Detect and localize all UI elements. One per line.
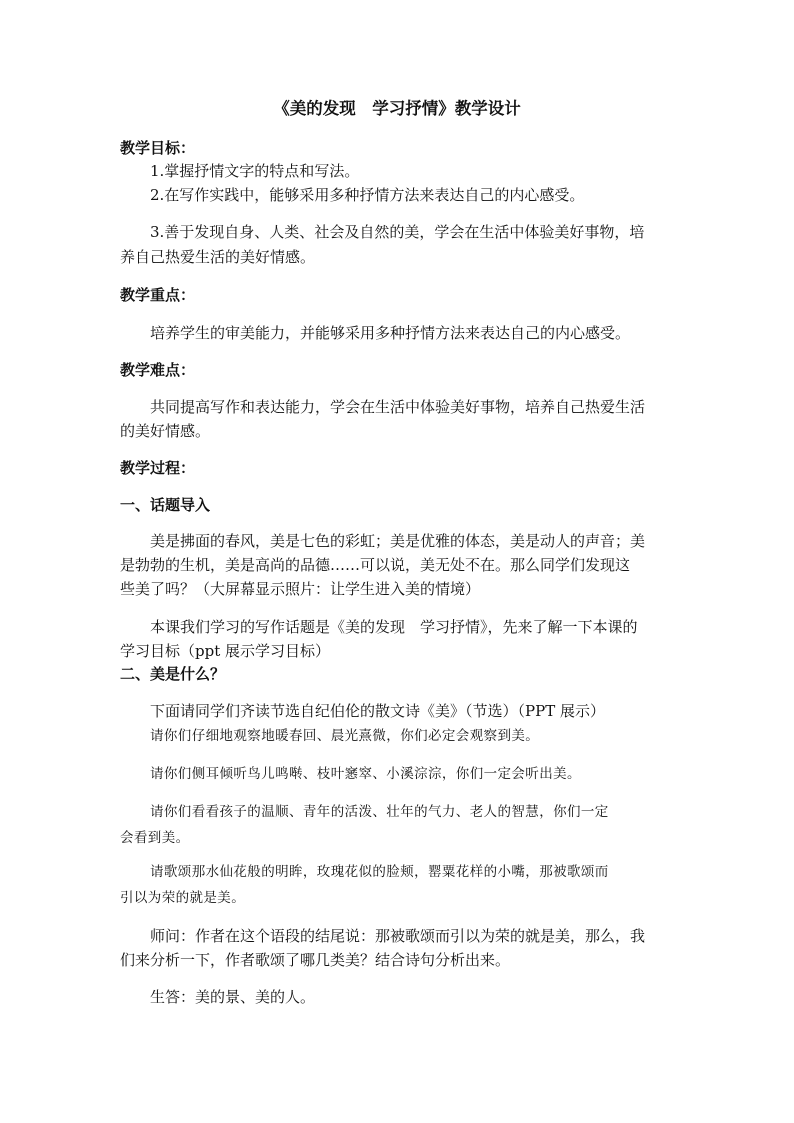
intro-line-3: 些美了吗？（大屏幕显示照片：让学生进入美的情境） [120, 580, 481, 598]
poem-line-1: 请你们仔细地观察地暖春回、晨光熹微，你们必定会观察到美。 [150, 728, 540, 744]
goal-1: 1.掌握抒情文字的特点和写法。 [150, 162, 360, 180]
poem-line-3a: 请你们看看孩子的温顺、青年的活泼、壮年的气力、老人的智慧，你们一定 [150, 804, 609, 820]
goal-2: 2.在写作实践中，能够采用多种抒情方法来表达自己的内心感受。 [150, 186, 585, 204]
topic-line-2: 学习目标（ppt 展示学习目标） [120, 642, 331, 660]
read-instruction: 下面请同学们齐读节选自纪伯伦的散文诗《美》（节选）（PPT 展示） [150, 702, 605, 720]
teacher-question-line-1: 师问：作者在这个语段的结尾说：那被歌颂而引以为荣的就是美，那么，我 [150, 927, 646, 945]
difficulty-line-2: 的美好情感。 [120, 422, 211, 440]
student-answer: 生答：美的景、美的人。 [150, 988, 316, 1006]
topic-line-1: 本课我们学习的写作话题是《美的发现 学习抒情》，先来了解一下本课的 [150, 618, 638, 636]
key-points-text: 培养学生的审美能力，并能够采用多种抒情方法来表达自己的内心感受。 [150, 324, 631, 342]
intro-line-1: 美是拂面的春风，美是七色的彩虹；美是优雅的体态，美是动人的声音；美 [150, 532, 646, 550]
difficulty-line-1: 共同提高写作和表达能力，学会在生活中体验美好事物，培养自己热爱生活 [150, 398, 646, 416]
process-heading: 教学过程： [120, 459, 196, 477]
key-points-heading: 教学重点： [120, 286, 196, 304]
goals-heading: 教学目标： [120, 139, 196, 157]
goal-3-line-1: 3.善于发现自身、人类、社会及自然的美，学会在生活中体验美好事物，培 [150, 223, 645, 241]
difficulty-heading: 教学难点： [120, 361, 196, 379]
part-1-heading: 一、话题导入 [120, 496, 211, 514]
poem-line-3b: 会看到美。 [120, 830, 190, 846]
intro-line-2: 是勃勃的生机，美是高尚的品德……可以说，美无处不在。那么同学们发现这 [120, 556, 631, 574]
poem-line-2: 请你们侧耳倾听鸟儿鸣啭、枝叶窸窣、小溪淙淙，你们一定会听出美。 [150, 766, 581, 782]
page-title: 《美的发现 学习抒情》教学设计 [273, 99, 521, 118]
teacher-question-line-2: 们来分析一下，作者歌颂了哪几类美？结合诗句分析出来。 [120, 951, 511, 969]
poem-line-4a: 请歌颂那水仙花般的明眸，玫瑰花似的脸颊，罂粟花样的小嘴，那被歌颂而 [150, 864, 609, 880]
goal-3-line-2: 养自己热爱生活的美好情感。 [120, 248, 316, 266]
part-2-heading: 二、美是什么？ [120, 665, 226, 683]
poem-line-4b: 引以为荣的就是美。 [120, 890, 246, 906]
